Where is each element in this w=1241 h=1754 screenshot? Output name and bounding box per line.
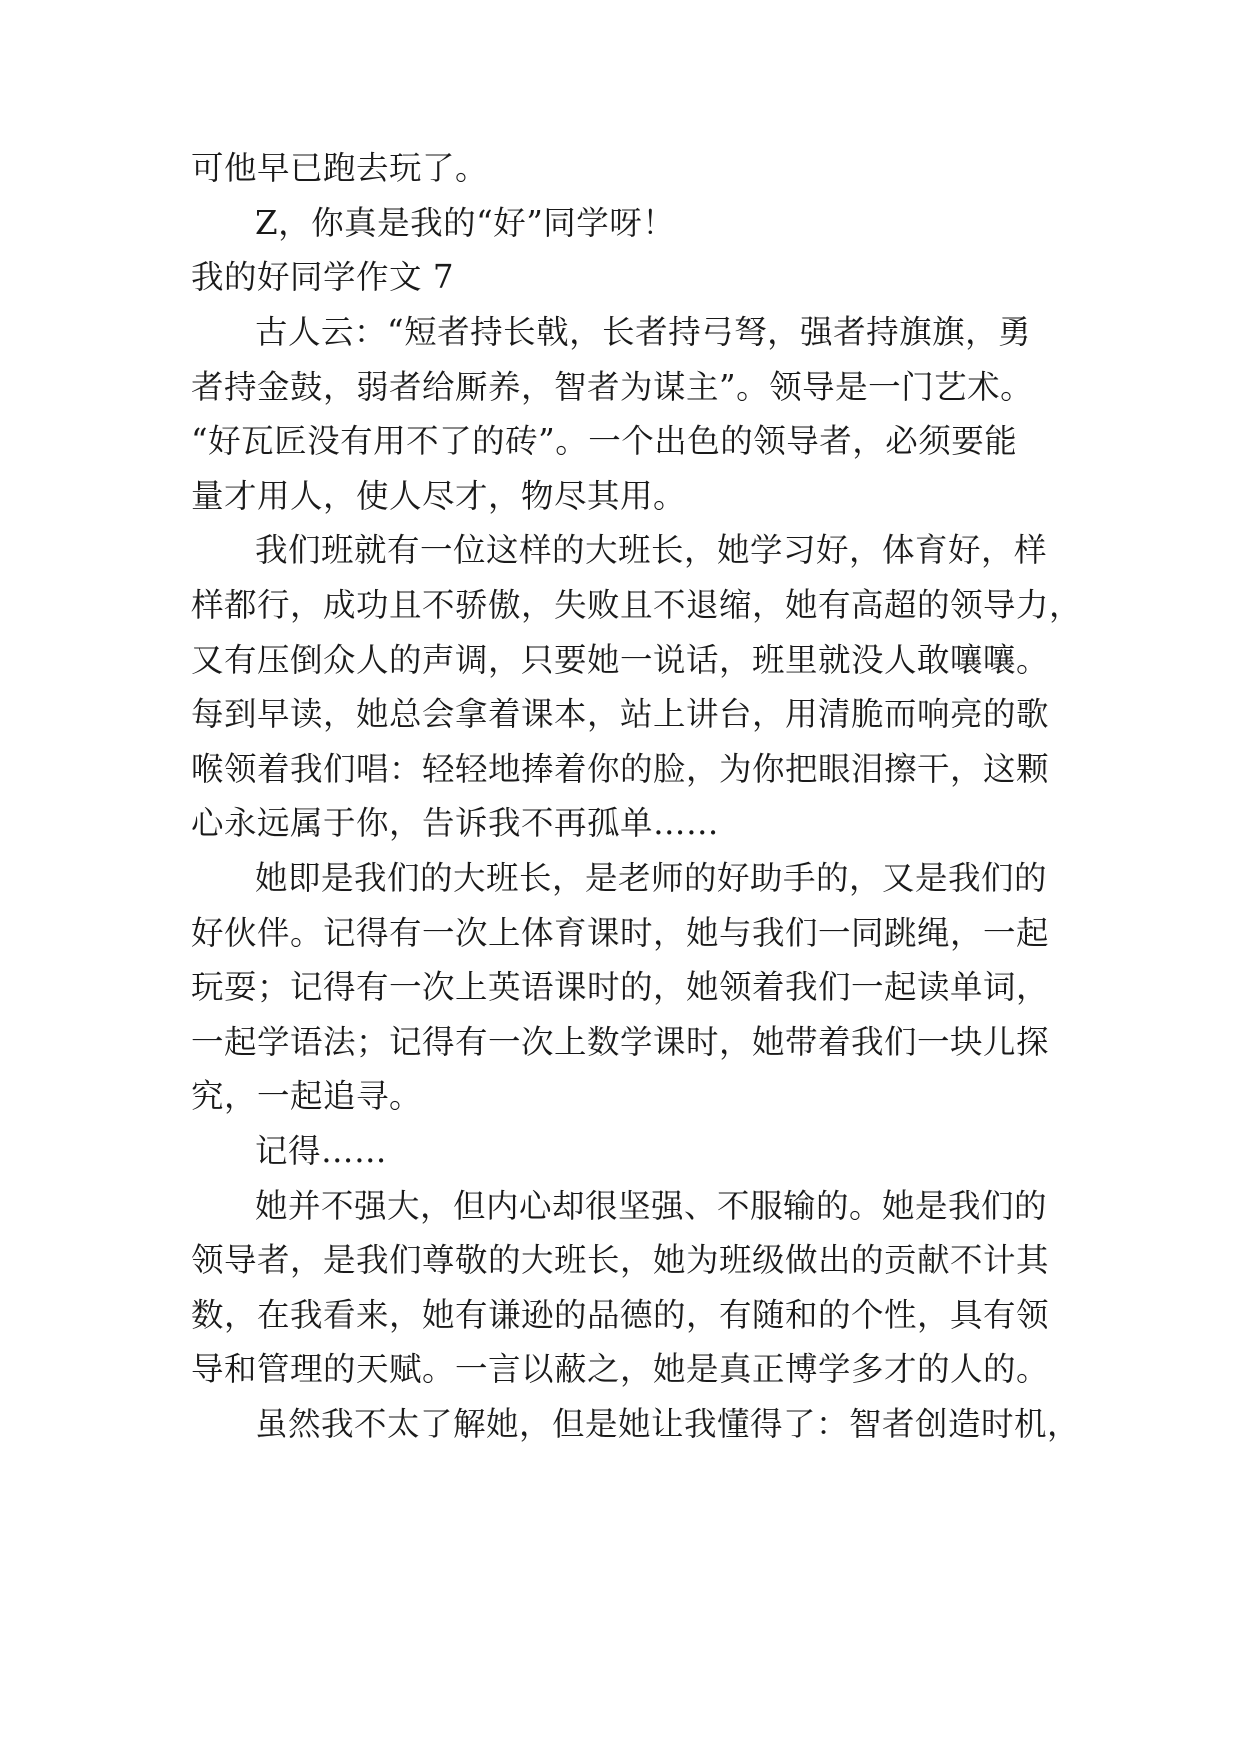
text-line: 导和管理的天赋。一言以蔽之，她是真正博学多才的人的。 (191, 1350, 1050, 1388)
text-line: 量才用人，使人尽才，物尽其用。 (191, 477, 687, 515)
text-line: 我们班就有一位这样的大班长，她学习好，体育好，样 (255, 531, 1048, 569)
text-line: 虽然我不太了解她，但是她让我懂得了：智者创造时机， (255, 1405, 1081, 1443)
text-line: 喉领着我们唱：轻轻地捧着你的脸，为你把眼泪擦干，这颗 (191, 750, 1050, 788)
text-line: 又有压倒众人的声调，只要她一说话，班里就没人敢嚷嚷。 (191, 641, 1050, 679)
text-line: 可他早已跑去玩了。 (191, 149, 489, 187)
text-line: 领导者，是我们尊敬的大班长，她为班级做出的贡献不计其 (191, 1241, 1050, 1279)
text-line: 玩耍；记得有一次上英语课时的，她领着我们一起读单词， (191, 968, 1050, 1006)
text-line: 数，在我看来，她有谦逊的品德的，有随和的个性，具有领 (191, 1296, 1050, 1334)
text-line: Z，你真是我的“好”同学呀！ (255, 204, 676, 242)
text-line: 心永远属于你，告诉我不再孤单…… (191, 804, 720, 842)
text-line: “好瓦匠没有用不了的砖”。一个出色的领导者，必须要能 (191, 422, 1018, 460)
text-line: 究，一起追寻。 (191, 1077, 423, 1115)
text-line: 样都行，成功且不骄傲，失败且不退缩，她有高超的领导力， (191, 586, 1083, 624)
text-line: 一起学语法；记得有一次上数学课时，她带着我们一块儿探 (191, 1023, 1050, 1061)
text-line: 她并不强大，但内心却很坚强、不服输的。她是我们的 (255, 1187, 1048, 1225)
text-line: 每到早读，她总会拿着课本，站上讲台，用清脆而响亮的歌 (191, 695, 1050, 733)
text-line: 古人云：“短者持长戟，长者持弓弩，强者持旗旗，勇 (255, 313, 1032, 351)
text-line: 好伙伴。记得有一次上体育课时，她与我们一同跳绳，一起 (191, 914, 1050, 952)
text-line: 者持金鼓，弱者给厮养，智者为谋主”。领导是一门艺术。 (191, 368, 1034, 406)
section-heading: 我的好同学作文 7 (191, 258, 455, 296)
text-line: 她即是我们的大班长，是老师的好助手的，又是我们的 (255, 859, 1048, 897)
text-line: 记得…… (255, 1132, 388, 1170)
